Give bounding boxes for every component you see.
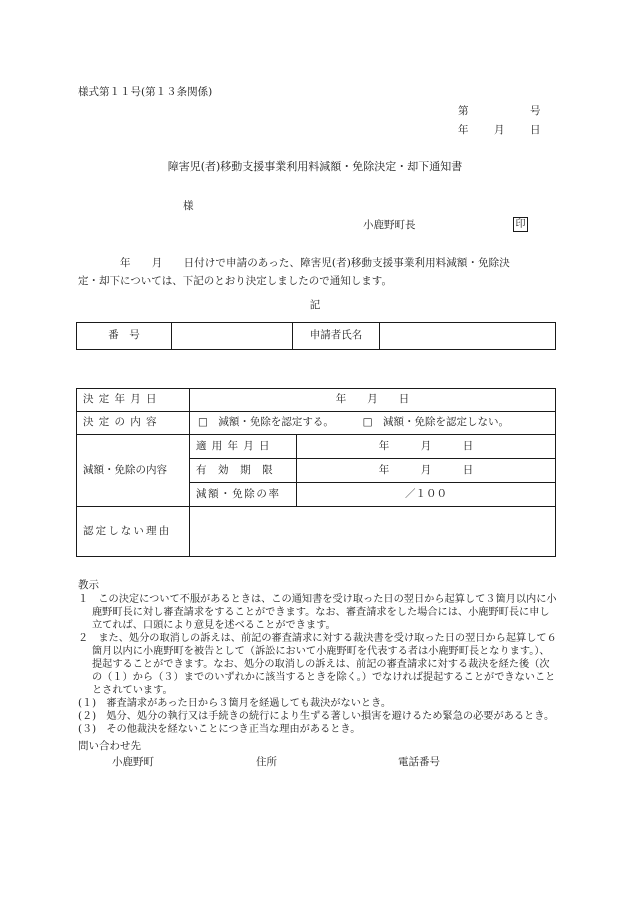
document-title: 障害児(者)移動支援事業利用料減額・免除決定・却下通知書 — [167, 160, 463, 173]
rate-value: ／１００ — [297, 483, 556, 507]
kyoji-heading: 教示 — [78, 579, 99, 591]
kyoji-item-3: (１) 審査請求があった日から３箇月を経過しても裁決がないとき。 — [78, 698, 392, 709]
date-year: 年 — [458, 124, 469, 136]
reduction-content-label: 減額・免除の内容 — [77, 435, 190, 507]
number-dai: 第 — [458, 105, 469, 117]
kyoji-item-4: (２) 処分、処分の執行又は手続きの続行により生ずる著しい損害を避けるため緊急の必要があるとき。 — [78, 711, 555, 722]
number-go: 号 — [530, 105, 541, 117]
kyoji-item-1: １ この決定について不服があるときは、この通知書を受け取った日の翌日から起算して３箇月以内に小鹿野町長に対し審査請求をすることができます。なお、審査請求をした場合には、小鹿野町長に申し立てれば、口頭により意見を述べることができます。 — [78, 594, 557, 631]
reason-label: 認定しない理由 — [77, 507, 190, 557]
reason-value — [190, 507, 556, 557]
contact-heading: 問い合わせ先 — [78, 740, 141, 752]
number-label: 番 号 — [77, 323, 172, 350]
valid-period-label: 有効期限 — [190, 459, 297, 483]
ki-heading: 記 — [309, 299, 321, 311]
seal-mark: 印 — [513, 217, 528, 232]
date-day: 日 — [530, 124, 541, 136]
decision-table — [76, 388, 556, 557]
addressee-suffix: 様 — [183, 200, 194, 212]
kyoji-body — [78, 593, 558, 736]
contact-address-label: 住所 — [256, 756, 277, 768]
kyoji-item-2: ２ また、処分の取消しの訴えは、前記の審査請求に対する裁決書を受け取った日の翌日から起算して６箇月以内に小鹿野町を被告として（訴訟において小鹿野町を代表する者は小鹿野町長となります。）、提起することができます。なお、処分の取消しの訴えは、前記の審査請求に対する裁決を経た後（次の（１）から（３）までのいずれかに該当するときを除く。）でなければ提起することができないこととされています。 — [78, 633, 557, 696]
option-deny: □ 減額・免除を認定しない。 — [362, 416, 510, 429]
form-number: 様式第１１号(第１３条関係) — [78, 86, 213, 98]
applicant-value — [380, 323, 556, 350]
option-approve: □ 減額・免除を認定する。 — [198, 416, 334, 429]
notice-body-line2: 定・却下については、下記のとおり決定しましたので通知します。 — [78, 275, 392, 287]
apply-date-value: 年 月 日 — [297, 435, 556, 459]
apply-date-label: 適用年月日 — [190, 435, 297, 459]
contact-phone-label: 電話番号 — [398, 756, 440, 768]
kyoji-item-5: (３) その他裁決を経ないことにつき正当な理由があるとき。 — [78, 724, 361, 735]
valid-period-value: 年 月 日 — [297, 459, 556, 483]
decision-content-options — [190, 412, 556, 435]
number-value — [172, 323, 293, 350]
rate-label: 減額・免除の率 — [190, 483, 297, 507]
date-month: 月 — [494, 124, 505, 136]
decision-date-value: 年 月 日 — [190, 389, 556, 412]
notice-body — [78, 254, 558, 290]
decision-content-label: 決定の内容 — [77, 412, 190, 435]
decision-date-label: 決定年月日 — [77, 389, 190, 412]
contact-town: 小鹿野町 — [112, 756, 154, 768]
notice-body-line1: 年 月 日付けで申請のあった、障害児(者)移動支援事業利用料減額・免除決 — [120, 257, 510, 269]
number-applicant-table — [76, 322, 556, 350]
issuer-name: 小鹿野町長 — [363, 219, 416, 231]
applicant-label: 申請者氏名 — [293, 323, 380, 350]
